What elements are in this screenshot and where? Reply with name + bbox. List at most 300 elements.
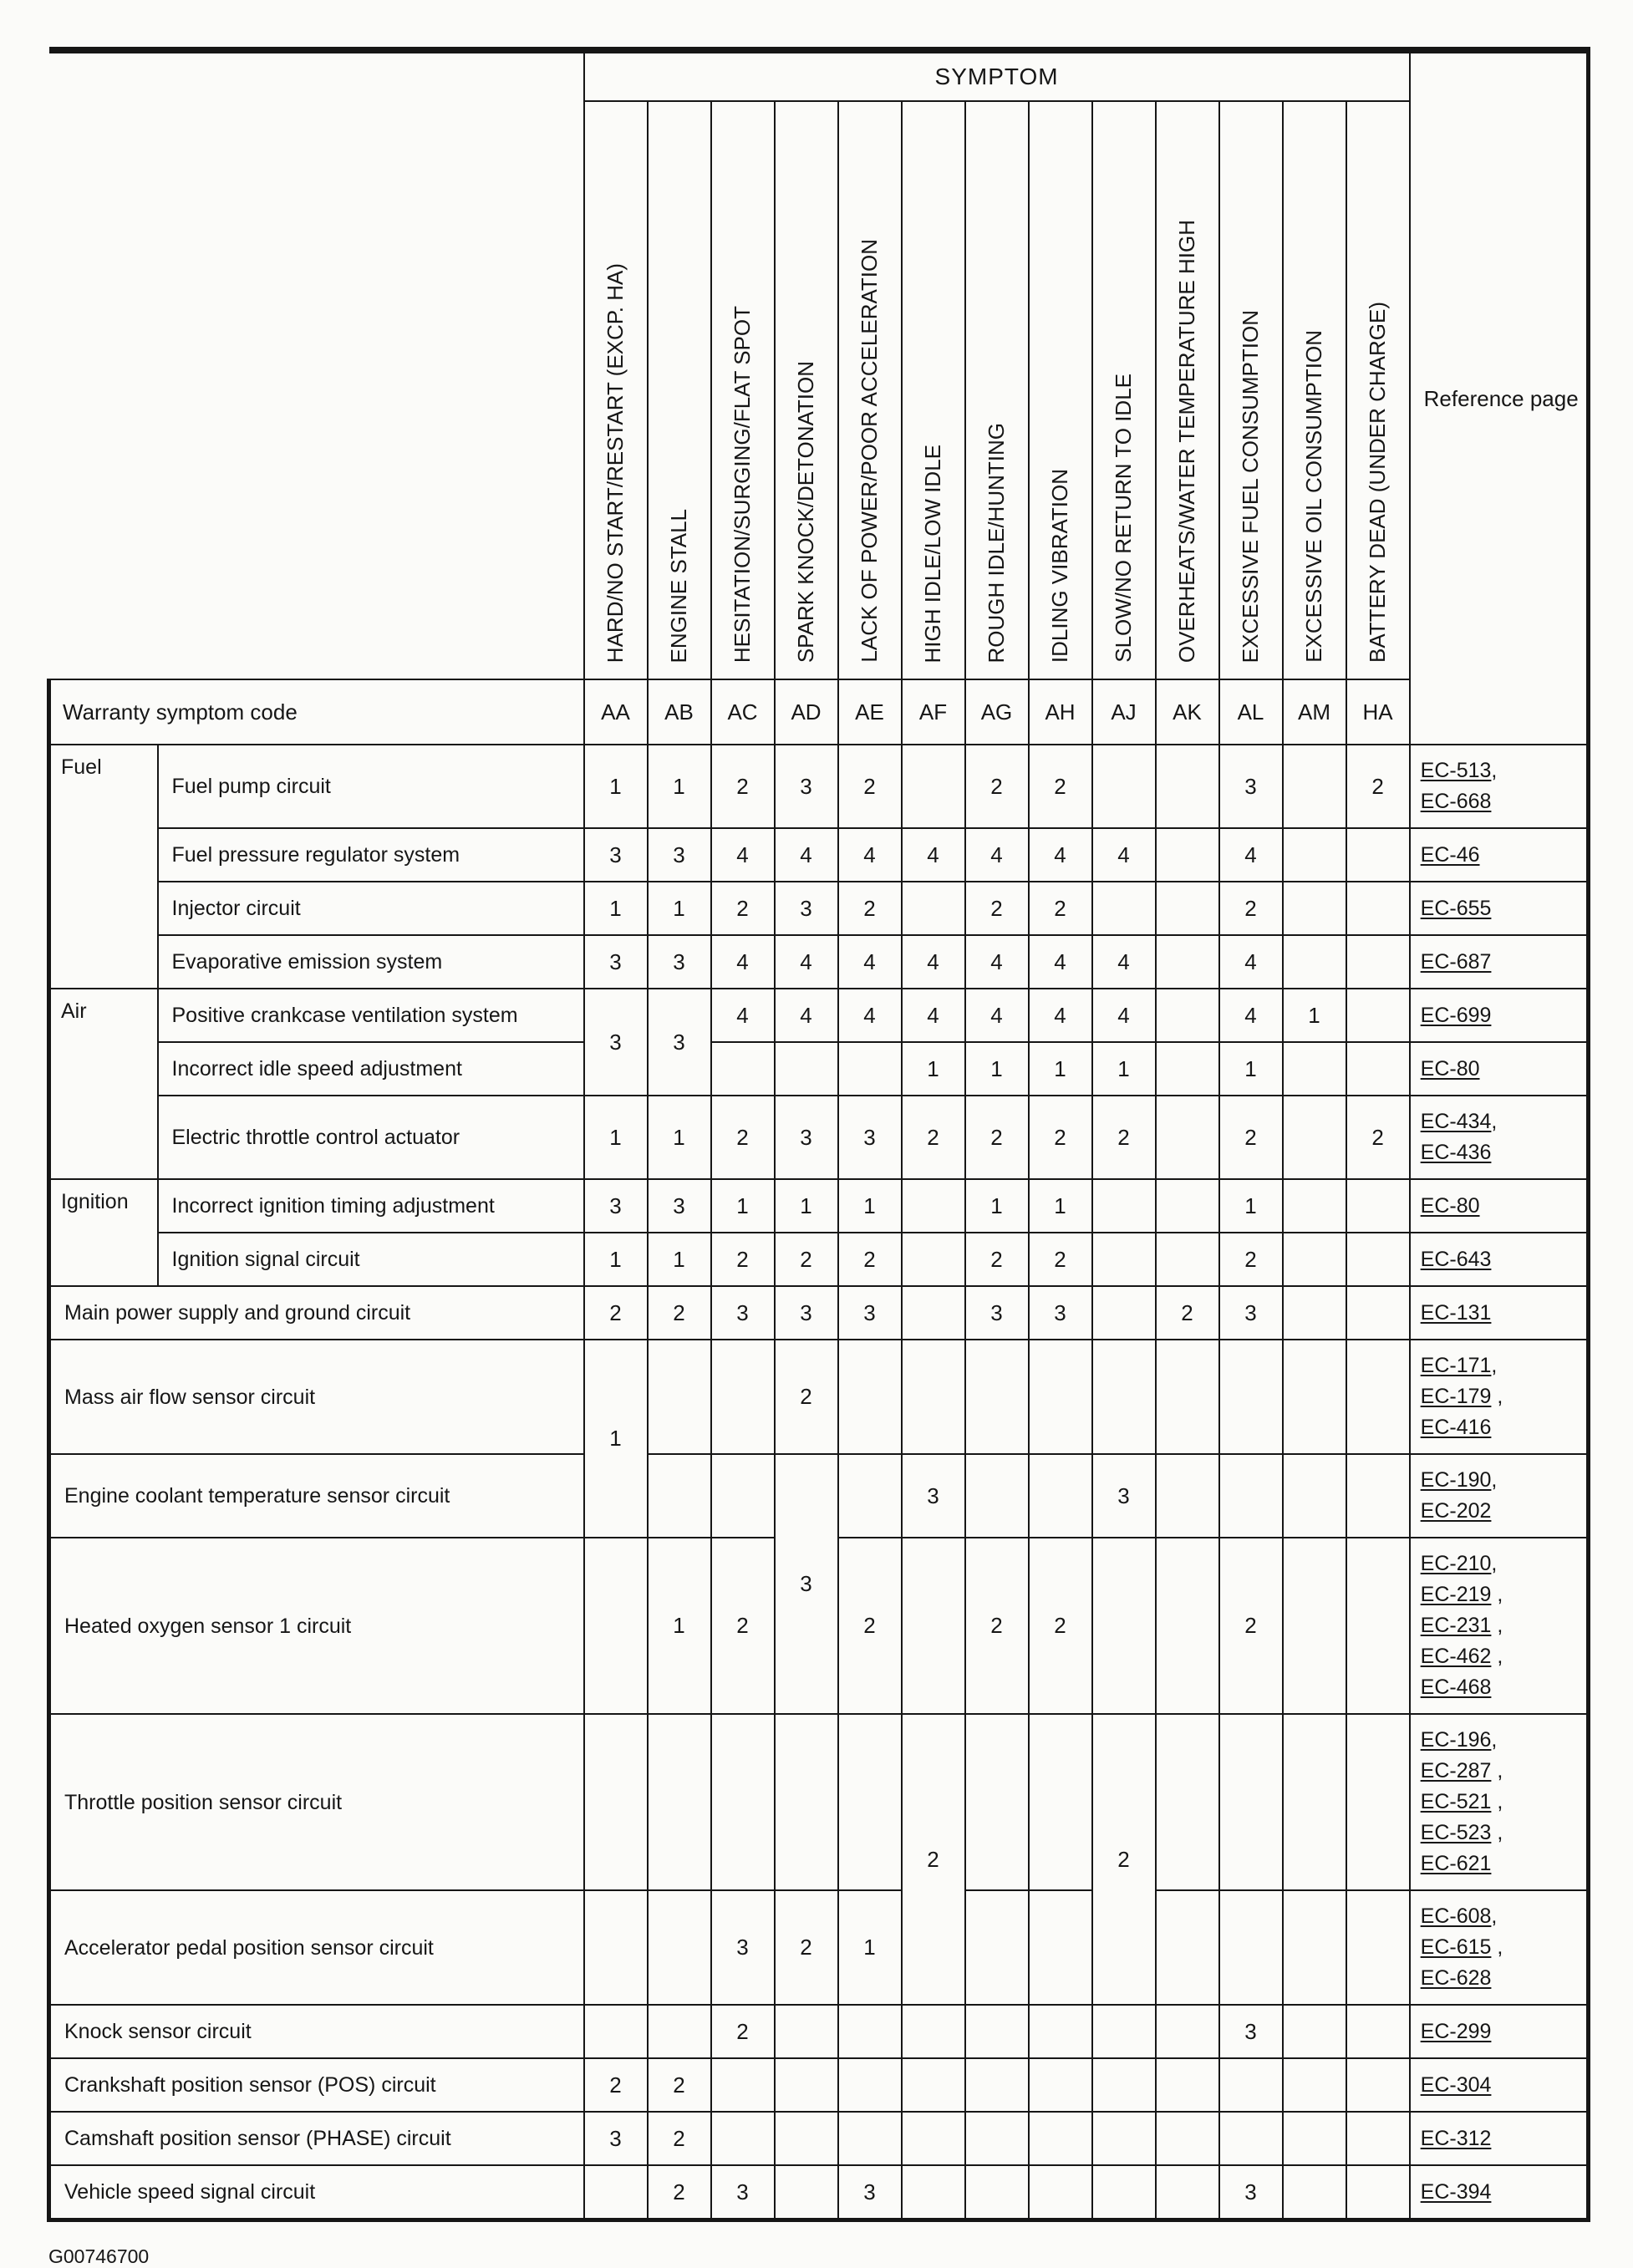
warranty-label: Warranty symptom code — [49, 679, 584, 745]
symptom-column-label: ENGINE STALL — [665, 508, 691, 663]
symptom-cell-AB: 3 — [648, 1179, 711, 1233]
symptom-cell-AM — [1283, 828, 1346, 882]
reference-link[interactable]: EC-687 — [1420, 949, 1492, 974]
reference-link[interactable]: EC-416 — [1420, 1416, 1492, 1439]
symptom-cell-AL: 1 — [1219, 1179, 1283, 1233]
reference-cell — [1410, 1538, 1589, 1714]
symptom-cell-AE: 2 — [838, 745, 902, 828]
symptom-cell-AC: 2 — [711, 1233, 775, 1286]
warranty-code-AG: AG — [965, 679, 1029, 745]
symptom-cell-AG: 2 — [965, 1233, 1029, 1286]
symptom-cell-AF — [902, 2165, 965, 2220]
symptom-cell-HA — [1346, 1538, 1410, 1714]
symptom-cell-AL — [1219, 1340, 1283, 1454]
symptom-cell-AE: 1 — [838, 1179, 902, 1233]
symptom-cell-HA — [1346, 2058, 1410, 2112]
reference-link[interactable]: EC-171 — [1420, 1354, 1492, 1377]
symptom-column-label: ROUGH IDLE/HUNTING — [983, 422, 1009, 663]
symptom-cell-AC: 2 — [711, 1096, 775, 1179]
reference-entry — [1421, 1298, 1582, 1329]
table-row — [49, 2005, 1589, 2058]
reference-link[interactable]: EC-394 — [1420, 2179, 1492, 2204]
reference-separator: , — [1491, 1354, 1498, 1377]
symptom-column-label: HESITATION/SURGING/FLAT SPOT — [729, 305, 755, 663]
symptom-cell-AE: 1 — [838, 1890, 902, 2005]
symptom-cell-AC — [711, 1714, 775, 1890]
symptom-column-label: HARD/NO START/RESTART (EXCP. HA) — [602, 262, 628, 663]
symptom-cell-AB: 1 — [648, 1096, 711, 1179]
symptom-cell-AE — [838, 1714, 902, 1890]
table-row — [49, 935, 1589, 989]
symptom-cell-AC — [711, 1454, 775, 1538]
symptom-cell-AJ — [1092, 1340, 1156, 1454]
row-label: Injector circuit — [158, 882, 584, 935]
reference-separator: , — [1491, 1728, 1498, 1752]
symptom-cell-AD: 3 — [775, 1454, 838, 1714]
reference-link[interactable]: EC-179 — [1420, 1385, 1492, 1408]
reference-entry — [1421, 755, 1582, 786]
symptom-cell-AE — [838, 1340, 902, 1454]
symptom-cell-HA: 2 — [1346, 745, 1410, 828]
row-label: Positive crankcase ventilation system — [158, 989, 584, 1042]
reference-link[interactable]: EC-608 — [1420, 1904, 1492, 1928]
symptom-cell-AA: 2 — [584, 1286, 648, 1340]
reference-link[interactable]: EC-621 — [1420, 1852, 1492, 1875]
row-label: Crankshaft position sensor (POS) circuit — [49, 2058, 584, 2112]
row-label: Knock sensor circuit — [49, 2005, 584, 2058]
symptom-cell-AB: 2 — [648, 2112, 711, 2165]
reference-separator: , — [1491, 1110, 1498, 1133]
row-label: Vehicle speed signal circuit — [49, 2165, 584, 2220]
symptom-cell-AD — [775, 2058, 838, 2112]
reference-entry — [1421, 1548, 1582, 1579]
symptom-cell-AH — [1029, 1340, 1092, 1454]
reference-link[interactable]: EC-46 — [1420, 842, 1480, 867]
symptom-cell-AL: 1 — [1219, 1042, 1283, 1096]
table-row — [49, 828, 1589, 882]
reference-link[interactable]: EC-643 — [1420, 1247, 1492, 1271]
symptom-cell-AA: 3 — [584, 2112, 648, 2165]
reference-link[interactable]: EC-80 — [1420, 1193, 1480, 1218]
symptom-cell-AL: 3 — [1219, 2165, 1283, 2220]
symptom-column-label: BATTERY DEAD (UNDER CHARGE) — [1364, 302, 1390, 663]
symptom-cell-AF — [902, 1286, 965, 1340]
symptom-cell-AK — [1156, 2058, 1219, 2112]
symptom-cell-AC: 4 — [711, 989, 775, 1042]
figure-code: G00746700 — [48, 2245, 150, 2267]
symptom-cell-AH: 3 — [1029, 1286, 1092, 1340]
warranty-code-HA: HA — [1346, 679, 1410, 745]
symptom-cell-AL: 2 — [1219, 1538, 1283, 1714]
reference-link[interactable]: EC-219 — [1420, 1583, 1492, 1606]
symptom-cell-AB — [648, 1454, 711, 1538]
row-label: Accelerator pedal position sensor circuit — [49, 1890, 584, 2005]
reference-cell — [1410, 1286, 1589, 1340]
symptom-cell-HA — [1346, 2112, 1410, 2165]
reference-link[interactable]: EC-299 — [1420, 2019, 1492, 2043]
symptom-cell-AE — [838, 2005, 902, 2058]
symptom-cell-AE: 3 — [838, 2165, 902, 2220]
symptom-cell-AB — [648, 2005, 711, 2058]
symptom-cell-AM — [1283, 1096, 1346, 1179]
reference-link[interactable]: EC-196 — [1420, 1728, 1492, 1752]
symptom-column-header-AL — [1219, 101, 1283, 679]
symptom-column-header-AJ — [1092, 101, 1156, 679]
symptom-cell-AA: 1 — [584, 1340, 648, 1538]
symptom-cell-AL: 4 — [1219, 935, 1283, 989]
reference-entry — [1421, 1848, 1582, 1879]
symptom-cell-AC: 2 — [711, 882, 775, 935]
reference-entry — [1421, 1932, 1582, 1963]
symptom-cell-AL: 3 — [1219, 2005, 1283, 2058]
symptom-cell-AE: 2 — [838, 1538, 902, 1714]
symptom-cell-AK — [1156, 935, 1219, 989]
symptom-cell-HA — [1346, 1233, 1410, 1286]
symptom-column-label: HIGH IDLE/LOW IDLE — [919, 444, 945, 663]
symptom-cell-AK — [1156, 1340, 1219, 1454]
symptom-cell-AD: 3 — [775, 1286, 838, 1340]
symptom-cell-AA: 1 — [584, 1233, 648, 1286]
symptom-cell-AD: 1 — [775, 1179, 838, 1233]
symptom-cell-AF: 1 — [902, 1042, 965, 1096]
table-row — [49, 1714, 1589, 1890]
reference-link[interactable]: EC-231 — [1420, 1614, 1492, 1637]
symptom-cell-AH — [1029, 2165, 1092, 2220]
symptom-cell-HA — [1346, 882, 1410, 935]
symptom-column-header-HA — [1346, 101, 1410, 679]
symptom-cell-AD: 2 — [775, 1340, 838, 1454]
reference-entry — [1421, 2070, 1582, 2101]
reference-link[interactable]: EC-202 — [1420, 1499, 1492, 1523]
reference-cell — [1410, 1454, 1589, 1538]
symptom-cell-HA — [1346, 935, 1410, 989]
symptom-cell-AL: 2 — [1219, 1096, 1283, 1179]
symptom-cell-AF: 4 — [902, 989, 965, 1042]
symptom-cell-AJ: 2 — [1092, 1096, 1156, 1179]
symptom-cell-AH: 4 — [1029, 935, 1092, 989]
table-row — [49, 1340, 1589, 1454]
symptom-cell-AL — [1219, 1454, 1283, 1538]
symptom-cell-AK — [1156, 828, 1219, 882]
symptom-cell-AD: 3 — [775, 1096, 838, 1179]
reference-entry — [1421, 1000, 1582, 1031]
symptom-cell-AE: 3 — [838, 1096, 902, 1179]
symptom-cell-AD: 3 — [775, 745, 838, 828]
reference-cell — [1410, 745, 1589, 828]
reference-link[interactable]: EC-699 — [1420, 1003, 1492, 1027]
symptom-column-header-AG — [965, 101, 1029, 679]
symptom-column-label: SLOW/NO RETURN TO IDLE — [1110, 374, 1136, 663]
symptom-cell-AM — [1283, 882, 1346, 935]
reference-link[interactable]: EC-462 — [1420, 1645, 1492, 1668]
symptom-cell-AF: 3 — [902, 1454, 965, 1538]
symptom-cell-AJ — [1092, 2005, 1156, 2058]
row-label: Incorrect idle speed adjustment — [158, 1042, 584, 1096]
symptom-cell-AB: 1 — [648, 1233, 711, 1286]
table-row — [49, 1179, 1589, 1233]
reference-cell — [1410, 1714, 1589, 1890]
symptom-cell-AF: 4 — [902, 935, 965, 989]
reference-cell — [1410, 1179, 1589, 1233]
symptom-cell-AE: 4 — [838, 828, 902, 882]
reference-link[interactable]: EC-287 — [1420, 1759, 1492, 1782]
reference-entry — [1421, 893, 1582, 924]
symptom-cell-AG: 2 — [965, 1538, 1029, 1714]
reference-link[interactable]: EC-628 — [1420, 1966, 1492, 1990]
blank-corner — [49, 50, 584, 679]
symptom-cell-AM — [1283, 2005, 1346, 2058]
symptom-cell-AB — [648, 1890, 711, 2005]
symptom-cell-AD: 2 — [775, 1890, 838, 2005]
symptom-cell-AA: 1 — [584, 882, 648, 935]
symptom-cell-AM — [1283, 1890, 1346, 2005]
symptom-cell-AB — [648, 1714, 711, 1890]
warranty-code-AL: AL — [1219, 679, 1283, 745]
symptom-cell-AG: 2 — [965, 1096, 1029, 1179]
symptom-cell-AF — [902, 1538, 965, 1714]
reference-link[interactable]: EC-80 — [1420, 1056, 1480, 1081]
symptom-column-header-AB — [648, 101, 711, 679]
group-label: Fuel — [49, 745, 158, 989]
warranty-code-AF: AF — [902, 679, 965, 745]
reference-link[interactable]: EC-210 — [1420, 1552, 1492, 1575]
reference-separator: , — [1491, 1614, 1503, 1637]
symptom-cell-AC: 1 — [711, 1179, 775, 1233]
symptom-cell-HA — [1346, 1286, 1410, 1340]
symptom-cell-AK — [1156, 882, 1219, 935]
symptom-cell-AD: 4 — [775, 989, 838, 1042]
symptom-cell-AA: 3 — [584, 1179, 648, 1233]
symptom-cell-AG — [965, 2005, 1029, 2058]
reference-link[interactable]: EC-468 — [1420, 1676, 1492, 1699]
symptom-cell-AJ: 4 — [1092, 828, 1156, 882]
reference-entry — [1421, 1610, 1582, 1641]
row-label: Camshaft position sensor (PHASE) circuit — [49, 2112, 584, 2165]
symptom-cell-AB — [648, 1340, 711, 1454]
reference-separator: , — [1491, 1468, 1498, 1492]
warranty-code-AM: AM — [1283, 679, 1346, 745]
symptom-cell-AL: 4 — [1219, 828, 1283, 882]
symptom-cell-AL: 4 — [1219, 989, 1283, 1042]
symptom-cell-AL — [1219, 1714, 1283, 1890]
reference-link[interactable]: EC-190 — [1420, 1468, 1492, 1492]
symptom-cell-AH: 1 — [1029, 1042, 1092, 1096]
symptom-cell-AL — [1219, 2112, 1283, 2165]
symptom-cell-AG: 1 — [965, 1179, 1029, 1233]
reference-entry — [1421, 1191, 1582, 1222]
reference-separator: , — [1491, 1385, 1503, 1408]
symptom-cell-AB: 2 — [648, 2058, 711, 2112]
symptom-cell-AF — [902, 1340, 965, 1454]
symptom-cell-AG — [965, 2058, 1029, 2112]
reference-link[interactable]: EC-523 — [1420, 1821, 1492, 1844]
reference-link[interactable]: EC-615 — [1420, 1935, 1492, 1959]
symptom-cell-AE: 4 — [838, 989, 902, 1042]
reference-entry — [1421, 840, 1582, 871]
symptom-cell-AJ — [1092, 1286, 1156, 1340]
reference-link[interactable]: EC-436 — [1420, 1141, 1492, 1164]
row-label: Main power supply and ground circuit — [49, 1286, 584, 1340]
row-label: Engine coolant temperature sensor circuit — [49, 1454, 584, 1538]
reference-cell — [1410, 2058, 1589, 2112]
symptom-cell-AM — [1283, 1179, 1346, 1233]
symptom-cell-AD: 3 — [775, 882, 838, 935]
symptom-column-header-AM — [1283, 101, 1346, 679]
reference-cell — [1410, 1890, 1589, 2005]
symptom-cell-AM — [1283, 2165, 1346, 2220]
reference-entry — [1421, 1641, 1582, 1672]
symptom-cell-AH — [1029, 2112, 1092, 2165]
symptom-cell-AG — [965, 1714, 1029, 1890]
symptom-cell-AD — [775, 1042, 838, 1096]
symptom-cell-AJ — [1092, 882, 1156, 935]
symptom-cell-AG — [965, 1890, 1029, 2005]
symptom-cell-AG: 1 — [965, 1042, 1029, 1096]
symptom-cell-AG — [965, 2112, 1029, 2165]
symptom-cell-AA — [584, 1890, 648, 2005]
symptom-column-label: EXCESSIVE FUEL CONSUMPTION — [1237, 309, 1263, 663]
symptom-column-header-AD — [775, 101, 838, 679]
reference-cell — [1410, 2165, 1589, 2220]
table-row — [49, 2058, 1589, 2112]
symptom-cell-AB: 2 — [648, 1286, 711, 1340]
symptom-cell-AK — [1156, 1890, 1219, 2005]
symptom-cell-AH — [1029, 1454, 1092, 1538]
reference-separator: , — [1491, 1821, 1503, 1844]
symptom-cell-AK — [1156, 1233, 1219, 1286]
symptom-cell-AK — [1156, 2165, 1219, 2220]
symptom-cell-AK — [1156, 2005, 1219, 2058]
symptom-cell-AK — [1156, 1096, 1219, 1179]
reference-entry — [1421, 1725, 1582, 1756]
reference-link[interactable]: EC-304 — [1420, 2072, 1492, 2097]
symptom-cell-AM — [1283, 1454, 1346, 1538]
symptom-cell-AG: 4 — [965, 989, 1029, 1042]
table-row — [49, 2112, 1589, 2165]
reference-page-header: Reference page — [1410, 50, 1589, 745]
symptom-cell-AF — [902, 745, 965, 828]
warranty-code-row — [49, 679, 1589, 745]
reference-link[interactable]: EC-655 — [1420, 896, 1492, 920]
symptom-cell-AD — [775, 2165, 838, 2220]
symptom-cell-AL — [1219, 2058, 1283, 2112]
symptom-cell-AA — [584, 2165, 648, 2220]
symptom-cell-AH: 2 — [1029, 745, 1092, 828]
symptom-cell-AG: 2 — [965, 882, 1029, 935]
reference-link[interactable]: EC-434 — [1420, 1110, 1492, 1133]
symptom-cell-AB: 2 — [648, 2165, 711, 2220]
symptom-cell-AJ — [1092, 2058, 1156, 2112]
reference-cell — [1410, 1233, 1589, 1286]
symptom-cell-HA — [1346, 1890, 1410, 2005]
symptom-cell-AH: 2 — [1029, 1096, 1092, 1179]
symptom-cell-AM — [1283, 2112, 1346, 2165]
symptom-column-label: EXCESSIVE OIL CONSUMPTION — [1300, 330, 1326, 663]
symptom-cell-AG: 4 — [965, 828, 1029, 882]
symptom-cell-AF: 2 — [902, 1096, 965, 1179]
symptom-cell-AG — [965, 1454, 1029, 1538]
reference-cell — [1410, 828, 1589, 882]
symptom-cell-AE: 3 — [838, 1286, 902, 1340]
row-label: Fuel pump circuit — [158, 745, 584, 828]
symptom-column-label: IDLING VIBRATION — [1046, 468, 1072, 663]
symptom-cell-AF — [902, 2005, 965, 2058]
symptom-cell-AK — [1156, 1538, 1219, 1714]
symptom-cell-AH: 4 — [1029, 989, 1092, 1042]
symptom-cell-AC: 3 — [711, 1890, 775, 2005]
symptom-column-header-AK — [1156, 101, 1219, 679]
reference-cell — [1410, 1340, 1589, 1454]
symptom-cell-AH: 2 — [1029, 882, 1092, 935]
symptom-cell-AM — [1283, 1538, 1346, 1714]
symptom-cell-AD: 2 — [775, 1233, 838, 1286]
symptom-cell-AL: 2 — [1219, 1233, 1283, 1286]
symptom-cell-AH — [1029, 2058, 1092, 2112]
symptom-cell-AF — [902, 2112, 965, 2165]
reference-entry — [1421, 786, 1582, 817]
warranty-code-AJ: AJ — [1092, 679, 1156, 745]
symptom-cell-AB: 1 — [648, 882, 711, 935]
symptom-cell-AM: 1 — [1283, 989, 1346, 1042]
symptom-column-header-AF — [902, 101, 965, 679]
reference-link[interactable]: EC-521 — [1420, 1790, 1492, 1813]
symptom-cell-AG: 4 — [965, 935, 1029, 989]
symptom-cell-AH: 2 — [1029, 1538, 1092, 1714]
symptom-matrix-table — [47, 47, 1590, 2222]
symptom-cell-HA — [1346, 1714, 1410, 1890]
reference-link[interactable]: EC-668 — [1420, 790, 1492, 813]
symptom-cell-AA: 1 — [584, 1096, 648, 1179]
table-row — [49, 1233, 1589, 1286]
symptom-cell-AJ — [1092, 1233, 1156, 1286]
reference-entry — [1421, 1054, 1582, 1085]
symptom-cell-AA — [584, 2005, 648, 2058]
symptom-cell-AG — [965, 2165, 1029, 2220]
symptom-cell-AC: 2 — [711, 1538, 775, 1714]
symptom-cell-AF: 4 — [902, 828, 965, 882]
reference-link[interactable]: EC-312 — [1420, 2126, 1492, 2150]
reference-separator: , — [1491, 1790, 1503, 1813]
reference-entry — [1421, 1137, 1582, 1168]
symptom-cell-AJ: 1 — [1092, 1042, 1156, 1096]
warranty-code-AC: AC — [711, 679, 775, 745]
row-label: Electric throttle control actuator — [158, 1096, 584, 1179]
symptom-cell-AG: 2 — [965, 745, 1029, 828]
symptom-cell-HA — [1346, 828, 1410, 882]
symptom-cell-AF — [902, 882, 965, 935]
symptom-cell-HA — [1346, 1042, 1410, 1096]
symptom-column-header-AH — [1029, 101, 1092, 679]
symptom-cell-AH — [1029, 2005, 1092, 2058]
reference-link[interactable]: EC-513 — [1420, 759, 1492, 782]
symptom-cell-AC: 3 — [711, 2165, 775, 2220]
table-row — [49, 989, 1589, 1042]
symptom-cell-AM — [1283, 1714, 1346, 1890]
symptom-cell-AE: 4 — [838, 935, 902, 989]
symptom-cell-AH: 1 — [1029, 1179, 1092, 1233]
reference-link[interactable]: EC-131 — [1420, 1300, 1492, 1325]
symptom-cell-AB: 3 — [648, 935, 711, 989]
symptom-cell-AM — [1283, 1340, 1346, 1454]
symptom-cell-AD — [775, 2005, 838, 2058]
symptom-cell-AG — [965, 1340, 1029, 1454]
warranty-code-AE: AE — [838, 679, 902, 745]
symptom-cell-AC: 3 — [711, 1286, 775, 1340]
warranty-code-AA: AA — [584, 679, 648, 745]
table-row — [49, 1890, 1589, 2005]
reference-entry — [1421, 1496, 1582, 1527]
symptom-cell-AJ: 4 — [1092, 935, 1156, 989]
